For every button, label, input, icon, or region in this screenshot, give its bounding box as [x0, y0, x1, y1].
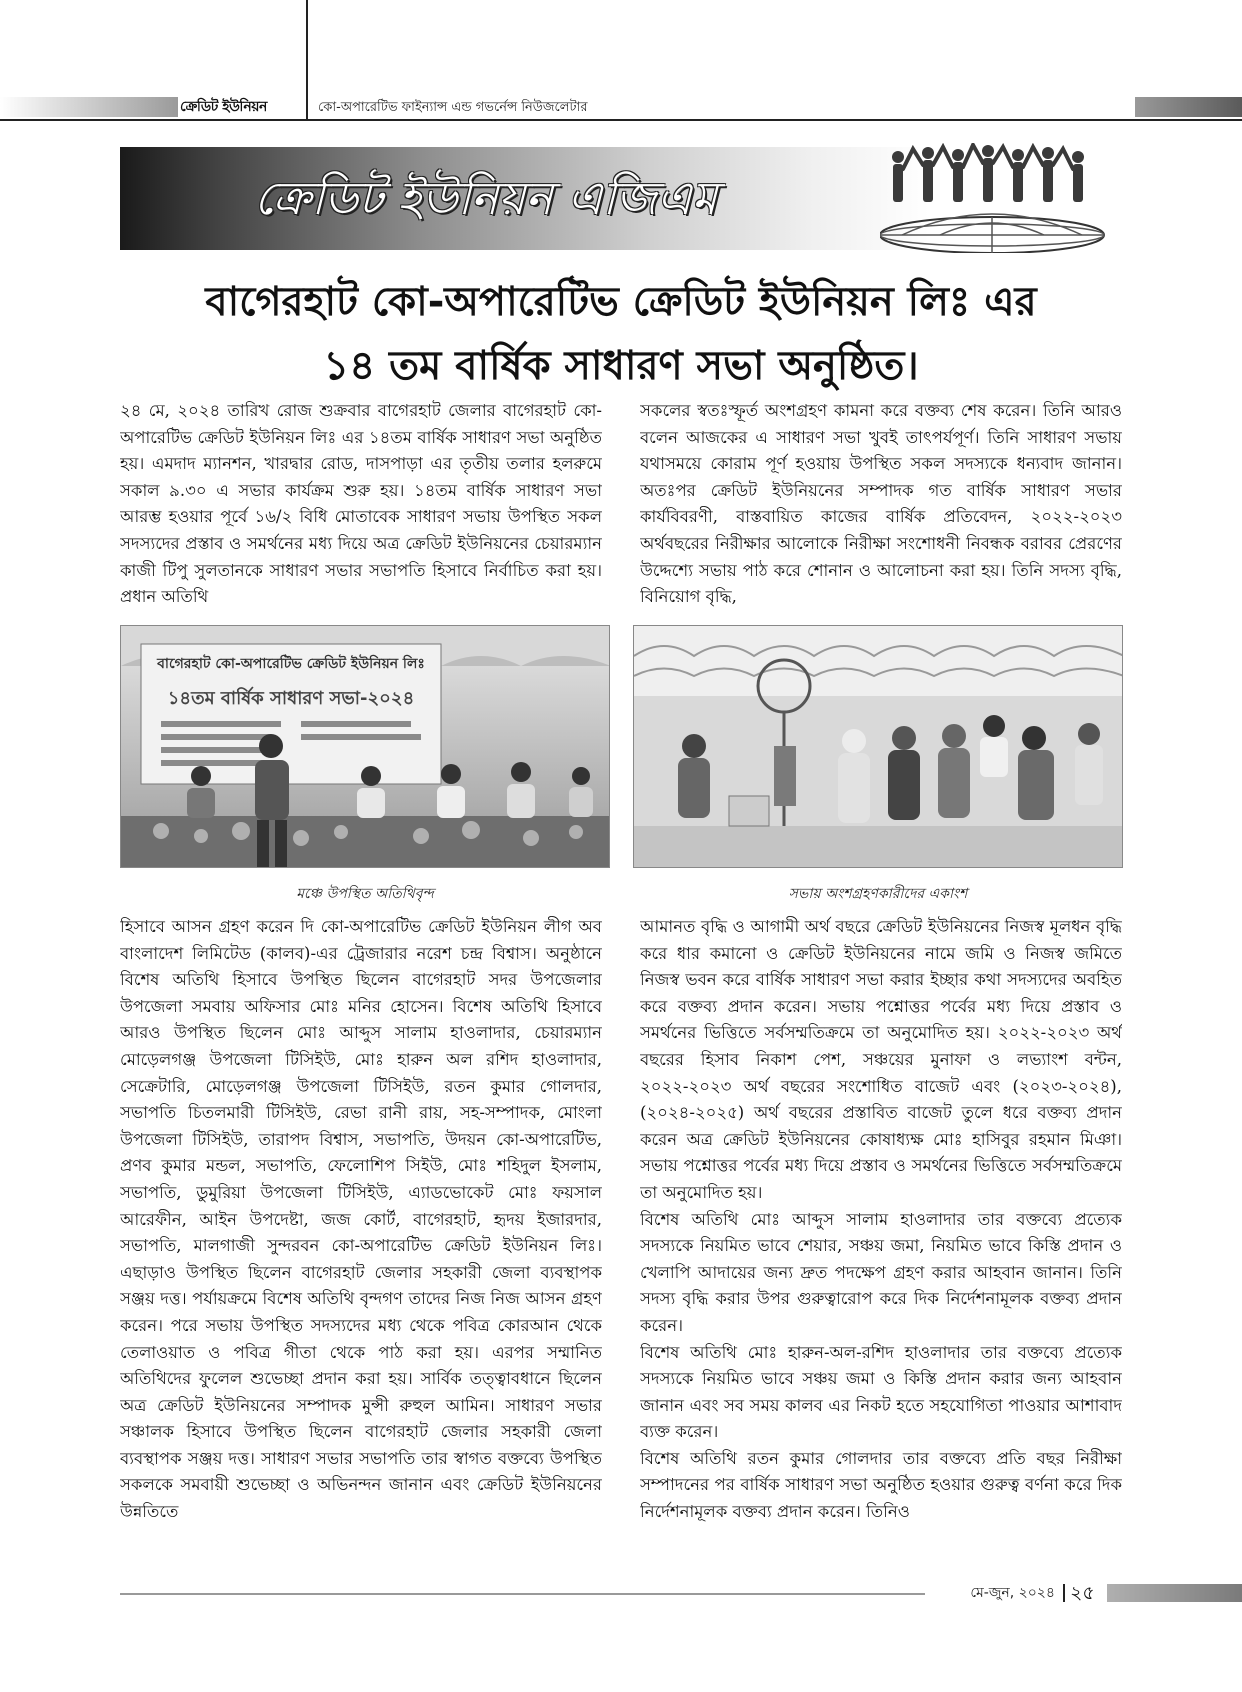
footer-divider — [1063, 1584, 1065, 1602]
footer-gradient-bar — [1107, 1584, 1242, 1602]
headline-line-2: ১৪ তম বার্ষিক সাধারণ সভা অনুষ্ঠিত। — [323, 343, 919, 389]
photo-stage-caption: মঞ্চে উপস্থিত অতিথিবৃন্দ — [296, 886, 434, 902]
photo-audience-caption: সভায় অংশগ্রহণকারীদের একাংশ — [788, 886, 968, 902]
body-column-lower-left: হিসাবে আসন গ্রহণ করেন দি কো-অপারেটিভ ক্রেডিট ইউনিয়ন লীগ অব বাংলাদেশ লিমিটেড (কালব)-এর ট্রেজারার নরেশ চন্দ্র বিশ্বাস। অনুষ্ঠানে বিশেষ অতিথি হিসাবে উপস্থিত ছিলেন বাগেরহাট সদর উপজেলার উপজেলা সমবায় অফিসার মোঃ মনির হোসেন। বিশেষ অতিথি হিসাবে আরও উপস্থিত ছিলেন মোঃ আব্দুস সালাম হাওলাদার, চেয়ারম্যান মোড়েলগঞ্জ উপজেলা টিসিইউ, মোঃ হারুন অল রশিদ হাওলাদার, সেক্রেটারি, মোড়েলগঞ্জ উপজেলা টিসিইউ, রতন কুমার গোলদার, সভাপতি চিতলমারী টিসিইউ, রেভা রানী রায়, সহ-সম্পাদক, মোংলা উপজেলা টিসিইউ, তারাপদ বিশ্বাস, সভাপতি, উদয়ন কো-অপারেটিভ, প্রণব কুমার মন্ডল, সভাপতি, ফেলোশিপ সিইউ, মোঃ শহিদুল ইসলাম, সভাপতি, ডুমুরিয়া উপজেলা টিসিইউ, এ্যাডভোকেট মোঃ ফয়সাল আরেফীন, আইন উপদেষ্টা, জজ কোর্ট, বাগেরহাট, হৃদয় ইজারদার, সভাপতি, মালগাজী সুন্দরবন কো-অপারেটিভ ক্রেডিট ইউনিয়ন লিঃ। এছাড়াও উপস্থিত ছিলেন বাগেরহাট জেলার সহকারী জেলা ব্যবস্থাপক সঞ্জয় দত্ত। পর্যায়ক্রমে বিশেষ অতিথি বৃন্দগণ তাদের নিজ নিজ আসন গ্রহণ করেন। পরে সভায় উপস্থিত সদস্যদের মধ্য থেকে পবিত্র কোরআন থেকে তেলাওয়াত ও পবিত্র গীতা থেকে পাঠ করা হয়। এরপর সম্মানিত অতিথিদের ফুলেল শুভেচ্ছা প্রদান করা হয়। সার্বিক তত্ত্বাবধানে ছিলেন অত্র ক্রেডিট ইউনিয়নের সম্পাদক মুন্সী রুহুল আমিন। সাধারণ সভার সঞ্চালক হিসাবে উপস্থিত ছিলেন বাগেরহাট জেলার সহকারী জেলা ব্যবস্থাপক সঞ্জয় দত্ত। সাধারণ সভার সভাপতি তার স্বাগত বক্তব্যে উপস্থিত সকলকে সমবায়ী শুভেচ্ছা ও অভিনন্দন জানান এবং ক্রেডিট ইউনিয়নের উন্নতিতে — [120, 917, 602, 1522]
page-number: ২৫ — [1070, 1582, 1095, 1604]
stage-banner-text-2: ১৪তম বার্ষিক সাধারণ সভা-২০২৪ — [167, 688, 415, 709]
photo-stage-guests — [120, 625, 610, 868]
masthead-logo: ক্রেডিট ইউনিয়ন — [180, 99, 267, 115]
headline-line-1: বাগেরহাট কো-অপারেটিভ ক্রেডিট ইউনিয়ন লিঃ এর — [205, 279, 1037, 325]
globe-people-icon — [880, 143, 1112, 253]
body-column-upper-right: সকলের স্বতঃস্ফূর্ত অংশগ্রহণ কামনা করে বক্তব্য শেষ করেন। তিনি আরও বলেন আজকের এ সাধারণ সভা খুবই তাৎপর্যপূর্ণ। তিনি সাধারণ সভায় যথাসময়ে কোরাম পূর্ণ হওয়ায় উপস্থিত সকল সদস্যকে ধন্যবাদ জানান। অতঃপর ক্রেডিট ইউনিয়নের সম্পাদক গত বার্ষিক সাধারণ সভার কার্যবিবরণী, বাস্তবায়িত কাজের বার্ষিক প্রতিবেদন, ২০২২-২০২৩ অর্থবছরের নিরীক্ষার আলোকে নিরীক্ষা সংশোধনী নিবন্ধক বরাবর প্রেরণের উদ্দেশ্যে সভায় পাঠ করে শোনান ও আলোচনা করা হয়। তিনি সদস্য বৃদ্ধি, বিনিয়োগ বৃদ্ধি, — [640, 401, 1122, 607]
issue-date: মে-জুন, ২০২৪ — [970, 1585, 1055, 1601]
paragraph: বিশেষ অতিথি মোঃ হারুন-অল-রশিদ হাওলাদার তার বক্তব্যে প্রত্যেক সদস্যকে নিয়মিত ভাবে সঞ্চয় জমা ও কিস্তি প্রদান করার জন্য আহবান জানান এবং সব সময় কালব এর নিকট হতে সহযোগিতা পাওয়ার আশাবাদ ব্যক্ত করেন। — [640, 1342, 1122, 1442]
stage-banner-text-1: বাগেরহাট কো-অপারেটিভ ক্রেডিট ইউনিয়ন লিঃ — [157, 656, 425, 672]
paragraph: বিশেষ অতিথি মোঃ আব্দুস সালাম হাওলাদার তার বক্তব্যে প্রত্যেক সদস্যকে নিয়মিত ভাবে শেয়ার, সঞ্চয় জমা, নিয়মিত ভাবে কিস্তি প্রদান ও খেলাপি আদায়ের জন্য দ্রুত পদক্ষেপ গ্রহণ করার আহবান জানান। তিনি সদস্য বৃদ্ধি করার উপর গুরুত্বারোপ করে দিক নির্দেশনামূলক বক্তব্য প্রদান করেন। — [640, 1209, 1122, 1335]
footer-rule — [120, 1593, 925, 1595]
article-headline — [140, 270, 1102, 402]
paragraph: বিশেষ অতিথি রতন কুমার গোলদার তার বক্তব্যে প্রতি বছর নিরীক্ষা সম্পাদনের পর বার্ষিক সাধারণ সভা অনুষ্ঠিত হওয়ার গুরুত্ব বর্ণনা করে দিক নির্দেশনামূলক বক্তব্য প্রদান করেন। তিনিও — [640, 1448, 1122, 1522]
paragraph: আমানত বৃদ্ধি ও আগামী অর্থ বছরে ক্রেডিট ইউনিয়নের নিজস্ব মূলধন বৃদ্ধি করে ধার কমানো ও ক্রেডিট ইউনিয়নের নামে জমি ও নিজস্ব জমিতে নিজস্ব ভবন করে বার্ষিক সাধারণ সভা করার ইচ্ছার কথা সদস্যদের অবহিত করে বক্তব্য প্রদান করেন। সভায় পশ্নোত্তর পর্বের মধ্য দিয়ে প্রস্তাব ও সমর্থনের ভিত্তিতে সর্বসম্মতিক্রমে তা অনুমোদিত হয়। ২০২২-২০২৩ অর্থ বছরের হিসাব নিকাশ পেশ, সঞ্চয়ের মুনাফা ও লভ্যাংশ বন্টন, ২০২২-২০২৩ অর্থ বছরের সংশোধিত বাজেট এবং (২০২৩-২০২৪), (২০২৪-২০২৫) অর্থ বছরের প্রস্তাবিত বাজেট তুলে ধরে বক্তব্য প্রদান করেন অত্র ক্রেডিট ইউনিয়নের কোষাধ্যক্ষ মোঃ হাসিবুর রহমান মিঞা। সভায় পশ্নোত্তর পর্বের মধ্য দিয়ে প্রস্তাব ও সমর্থনের ভিত্তিতে সর্বসম্মতিক্রমে তা অনুমোদিত হয়। — [640, 917, 1122, 1202]
header-gradient-left — [0, 97, 178, 117]
body-column-upper-left: ২৪ মে, ২০২৪ তারিখ রোজ শুক্রবার বাগেরহাট জেলার বাগেরহাট কো-অপারেটিভ ক্রেডিট ইউনিয়ন লিঃ এর ১৪তম বার্ষিক সাধারণ সভা অনুষ্ঠিত হয়। এমদাদ ম্যানশন, খারদ্বার রোড, দাসপাড়া এর তৃতীয় তলার হলরুমে সকাল ৯.৩০ এ সভার কার্যক্রম শুরু হয়। ১৪তম বার্ষিক সাধারণ সভা আরম্ভ হওয়ার পূর্বে ১৬/২ বিধি মোতাবেক সাধারণ সভায় উপস্থিত সকল সদস্যদের প্রস্তাব ও সমর্থনের মধ্য দিয়ে অত্র ক্রেডিট ইউনিয়নের চেয়ারম্যান কাজী টিপু সুলতানকে সাধারণ সভার সভাপতি হিসাবে নির্বাচিত করা হয়। প্রধান অতিথি — [120, 401, 602, 607]
section-title: ক্রেডিট ইউনিয়ন এজিএম — [254, 171, 718, 225]
header-divider-vertical — [306, 0, 308, 120]
body-column-lower-right — [640, 914, 1122, 1562]
header-gradient-right — [1135, 97, 1242, 117]
header-rule — [0, 119, 1242, 121]
photo-audience — [633, 625, 1123, 868]
newsletter-name: কো-অপারেটিভ ফাইন্যান্স এন্ড গভর্নেন্স নিউজলেটার — [318, 100, 588, 115]
